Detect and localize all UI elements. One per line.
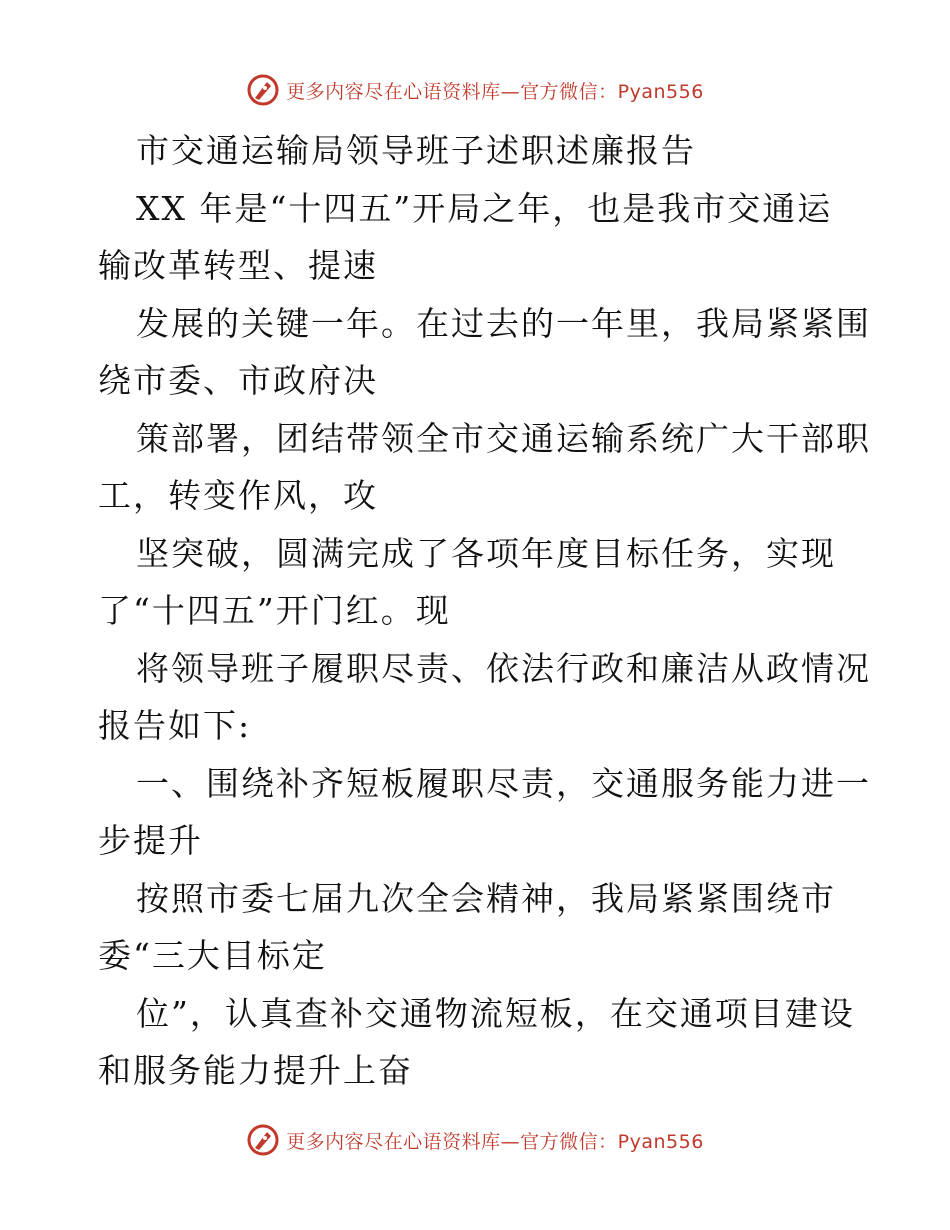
watermark-text: 更多内容尽在心语资料库—官方微信：Pyan556	[286, 80, 704, 103]
watermark-banner-bottom	[0, 1120, 950, 1160]
document-line: 工，转变作风，攻	[98, 476, 378, 515]
document-line: 步提升	[98, 821, 203, 860]
document-line: 了“十四五”开门红。现	[98, 591, 451, 630]
document-line: 策部署，团结带领全市交通运输系统广大干部职	[136, 418, 871, 458]
document-line: 输改革转型、提速	[98, 246, 378, 285]
document-line: 按照市委七届九次全会精神，我局紧紧围绕市	[136, 878, 836, 918]
watermark-banner-top	[0, 70, 950, 110]
document-body	[98, 122, 871, 1100]
document-line: 和服务能力提升上奋	[98, 1051, 413, 1090]
document-line: 市交通运输局领导班子述职述廉报告	[136, 131, 696, 170]
document-line: 发展的关键一年。在过去的一年里，我局紧紧围	[136, 303, 871, 343]
document-line: 委“三大目标定	[98, 936, 327, 975]
document-line: 位”，认真查补交通物流短板，在交通项目建设	[136, 993, 855, 1033]
pen-nib-circle-icon	[246, 1123, 280, 1157]
document-line: 将领导班子履职尽责、依法行政和廉洁从政情况	[136, 648, 871, 688]
document-line: 报告如下:	[98, 706, 252, 745]
document-line: 一、围绕补齐短板履职尽责，交通服务能力进一	[136, 763, 871, 803]
document-line: 坚突破，圆满完成了各项年度目标任务，实现	[136, 533, 836, 573]
watermark-text: 更多内容尽在心语资料库—官方微信：Pyan556	[286, 1130, 704, 1153]
pen-nib-circle-icon	[246, 73, 280, 107]
document-line: 绕市委、市政府决	[98, 361, 378, 400]
document-line: XX 年是“十四五”开局之年，也是我市交通运	[136, 188, 833, 228]
